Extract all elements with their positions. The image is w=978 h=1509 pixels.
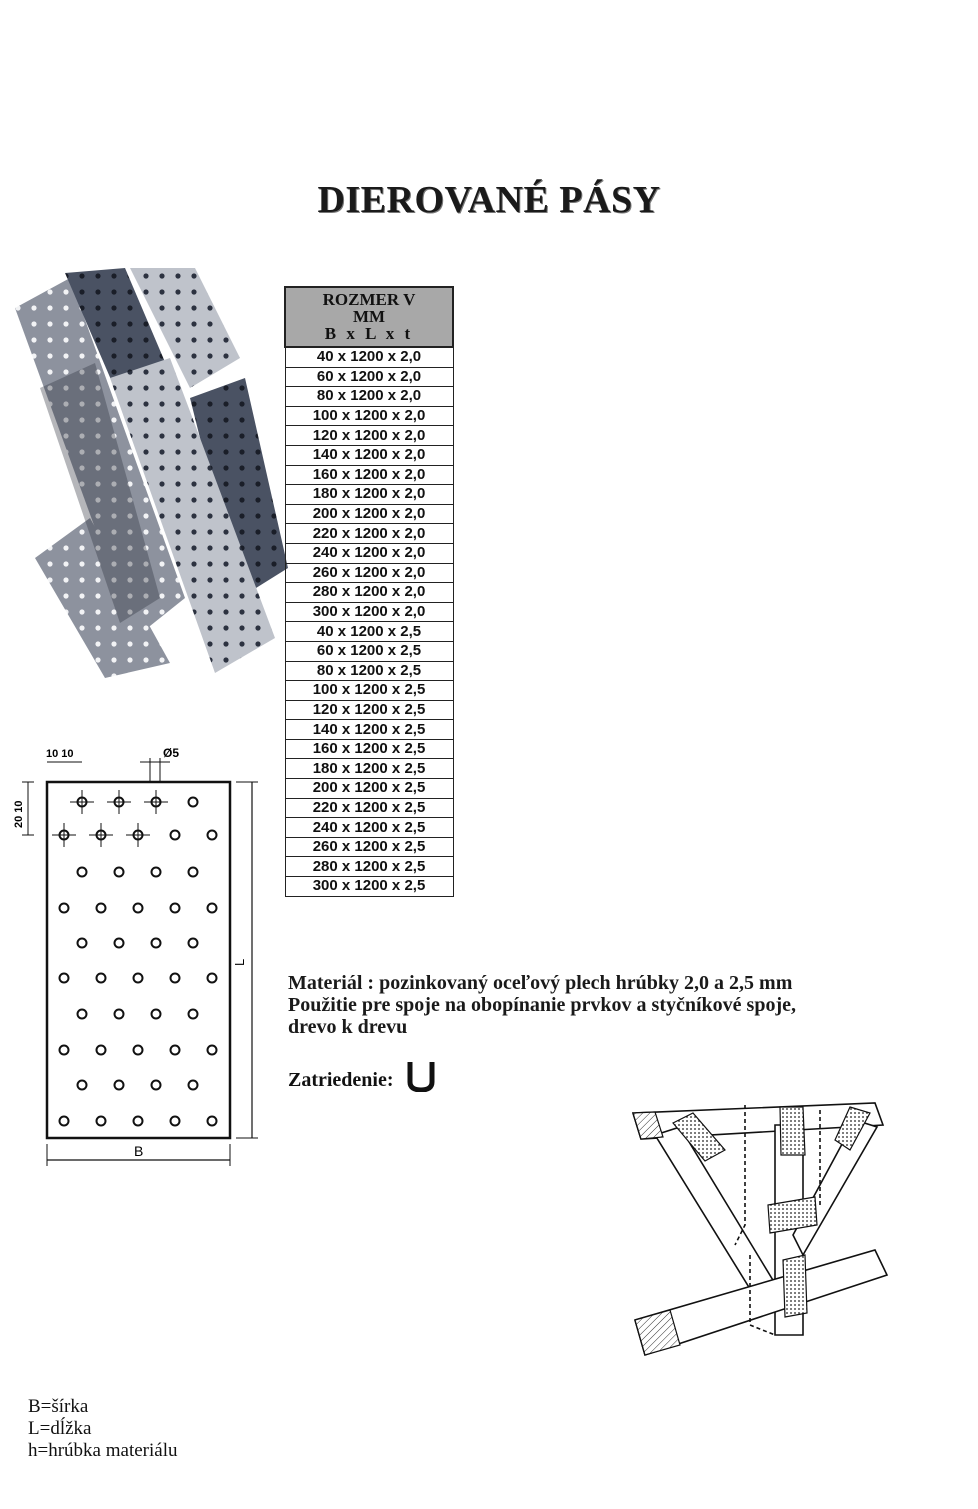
table-cell: 220 x 1200 x 2,5 [285, 798, 453, 818]
legend-thickness: h=hrúbka materiálu [28, 1440, 178, 1461]
u-mark-icon [406, 1060, 436, 1092]
hole [134, 904, 143, 913]
hole [60, 904, 69, 913]
table-row [285, 367, 453, 387]
table-cell: 140 x 1200 x 2,5 [285, 720, 453, 740]
table-cell: 180 x 1200 x 2,0 [285, 485, 453, 505]
table-cell: 240 x 1200 x 2,5 [285, 818, 453, 838]
table-row [285, 681, 453, 701]
legend [28, 1396, 177, 1462]
hole [115, 1081, 124, 1090]
hole [60, 974, 69, 983]
hole [115, 939, 124, 948]
table-row [285, 779, 453, 799]
table-cell: 60 x 1200 x 2,5 [285, 641, 453, 661]
table-row [285, 720, 453, 740]
hole [189, 868, 198, 877]
table-cell: 220 x 1200 x 2,0 [285, 524, 453, 544]
table-cell: 300 x 1200 x 2,0 [285, 602, 453, 622]
table-cell: 80 x 1200 x 2,0 [285, 387, 453, 407]
table-row [285, 661, 453, 681]
hole [208, 904, 217, 913]
table-cell: 40 x 1200 x 2,0 [285, 347, 453, 367]
hole [78, 1081, 87, 1090]
table-row [285, 504, 453, 524]
table-row [285, 641, 453, 661]
table-row [285, 406, 453, 426]
table-row [285, 622, 453, 642]
table-cell: 100 x 1200 x 2,0 [285, 406, 453, 426]
hole [152, 1081, 161, 1090]
hole [134, 1117, 143, 1126]
table-row [285, 739, 453, 759]
page-title: DIEROVANÉ PÁSY [317, 179, 661, 221]
hole [60, 1046, 69, 1055]
table-row [285, 485, 453, 505]
table-cell: 40 x 1200 x 2,5 [285, 622, 453, 642]
truss-illustration [625, 1095, 895, 1370]
hole [97, 1046, 106, 1055]
table-row [285, 465, 453, 485]
table-cell: 200 x 1200 x 2,0 [285, 504, 453, 524]
table-row [285, 387, 453, 407]
table-cell: 240 x 1200 x 2,0 [285, 543, 453, 563]
hole [60, 1117, 69, 1126]
usage-text-1: Použitie pre spoje na obopínanie prvkov a styčníkové spoje, [288, 994, 796, 1016]
width-dim-label: B [134, 1143, 144, 1159]
table-row [285, 818, 453, 838]
hole [97, 904, 106, 913]
legend-length: L=dĺžka [28, 1418, 92, 1439]
header-line-3: B x L x t [324, 323, 414, 343]
hole [78, 868, 87, 877]
table-cell: 280 x 1200 x 2,5 [285, 857, 453, 877]
table-row [285, 857, 453, 877]
table-row [285, 524, 453, 544]
hole [78, 1010, 87, 1019]
table-cell: 60 x 1200 x 2,0 [285, 367, 453, 387]
hole [208, 974, 217, 983]
hole [152, 868, 161, 877]
table-row [285, 583, 453, 603]
table-row [285, 426, 453, 446]
table-cell: 260 x 1200 x 2,5 [285, 837, 453, 857]
table-row [285, 700, 453, 720]
side-dim-label: 20 10 [13, 800, 25, 828]
classification-label: Zatriedenie: [288, 1069, 394, 1091]
dimensions-table [284, 286, 454, 897]
table-header [285, 287, 453, 347]
table-row [285, 837, 453, 857]
hole [78, 939, 87, 948]
hole [115, 1010, 124, 1019]
hole [208, 1117, 217, 1126]
table-row [285, 798, 453, 818]
table-body [285, 347, 453, 896]
table-cell: 160 x 1200 x 2,0 [285, 465, 453, 485]
hole [171, 904, 180, 913]
table-cell: 120 x 1200 x 2,5 [285, 700, 453, 720]
length-dim-label: L [232, 958, 247, 966]
hole [171, 831, 180, 840]
hole [171, 1046, 180, 1055]
classification [288, 1060, 436, 1092]
technical-drawing [0, 740, 270, 1170]
table-cell: 180 x 1200 x 2,5 [285, 759, 453, 779]
table-row [285, 602, 453, 622]
hole [189, 939, 198, 948]
product-photo [10, 268, 290, 678]
hole [134, 974, 143, 983]
table-row [285, 563, 453, 583]
table-row [285, 543, 453, 563]
hole-dim-label: Ø5 [163, 746, 180, 760]
hole [152, 939, 161, 948]
hole [134, 1046, 143, 1055]
table-cell: 80 x 1200 x 2,5 [285, 661, 453, 681]
table-cell: 140 x 1200 x 2,0 [285, 445, 453, 465]
hole [208, 1046, 217, 1055]
hole [208, 831, 217, 840]
info-block [288, 972, 948, 1038]
legend-width: B=šírka [28, 1396, 89, 1417]
usage-text-2: drevo k drevu [288, 1016, 408, 1038]
hole [189, 1081, 198, 1090]
material-text: Materiál : pozinkovaný oceľový plech hrúbky 2,0 a 2,5 mm [288, 972, 793, 994]
table-row [285, 347, 453, 367]
table-cell: 100 x 1200 x 2,5 [285, 681, 453, 701]
table-cell: 160 x 1200 x 2,5 [285, 739, 453, 759]
header-line-2: MM [352, 306, 386, 326]
table-cell: 120 x 1200 x 2,0 [285, 426, 453, 446]
table-cell: 300 x 1200 x 2,5 [285, 877, 453, 897]
table-row [285, 759, 453, 779]
hole [152, 1010, 161, 1019]
hole [171, 1117, 180, 1126]
hole [115, 868, 124, 877]
hole [189, 798, 198, 807]
table-cell: 260 x 1200 x 2,0 [285, 563, 453, 583]
header-line-1: ROZMER V [322, 289, 416, 309]
top-dim-label: 10 10 [46, 748, 74, 760]
table-cell: 280 x 1200 x 2,0 [285, 583, 453, 603]
hole [97, 974, 106, 983]
hole [97, 1117, 106, 1126]
table-row [285, 445, 453, 465]
hole-grid [52, 790, 217, 1126]
hole [189, 1010, 198, 1019]
table-cell: 200 x 1200 x 2,5 [285, 779, 453, 799]
table-row [285, 877, 453, 897]
hole [171, 974, 180, 983]
